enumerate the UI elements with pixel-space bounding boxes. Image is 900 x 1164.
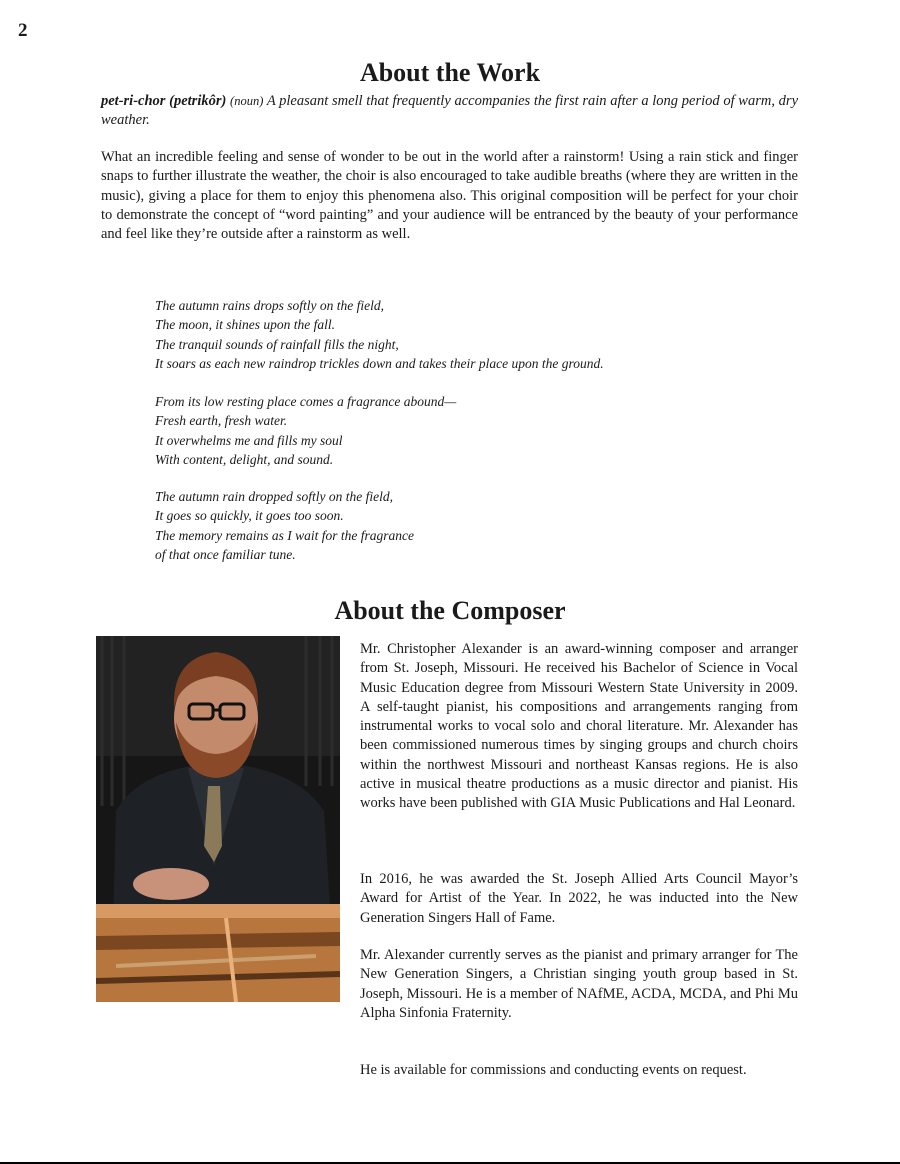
- petrichor-definition: [101, 92, 798, 130]
- work-description: What an incredible feeling and sense of wonder to be out in the world after a rainstorm! Using a rain stick and finger snaps to further illustrate the weather, the choir is also encouraged to take audible breaths (where they are written in the music), giving a place for them to enjoy this phenomena also. This original composition will be perfect for your choir to demonstrate the concept of “word painting” and your audience will be entranced by the beauty of your performance and feel like they’re outside after a rainstorm as well.: [101, 149, 798, 243]
- composer-photo: [96, 636, 340, 1002]
- poem-stanza: [155, 296, 755, 373]
- poem-line: It goes so quickly, it goes too soon.: [155, 508, 344, 524]
- about-the-work-heading: About the Work: [359, 58, 541, 87]
- poem-line: Fresh earth, fresh water.: [155, 413, 288, 429]
- bio-paragraph: Mr. Christopher Alexander is an award-winning composer and arranger from St. Joseph, Missouri. He received his Bachelor of Science in Vocal Music Education degree from Missouri Western State University in 2009. A self-taught pianist, his compositions and arrangements ranging from instrumental works to vocal solo and choral literature. Mr. Alexander has been commissioned numerous times by singing groups and church choirs within the northwest Missouri and northeast Kansas regions. He is also active in musical theatre productions as a music director and pianist. His works have been published with GIA Music Publications and Hal Leonard.: [360, 641, 798, 812]
- bio-paragraph: He is available for commissions and conducting events on request.: [360, 1062, 747, 1078]
- poem-line: The tranquil sounds of rainfall fills the night,: [155, 336, 399, 352]
- poem-line: of that once familiar tune.: [155, 546, 296, 562]
- about-the-composer-heading: About the Composer: [334, 596, 566, 625]
- bio-paragraph: Mr. Alexander currently serves as the pianist and primary arranger for The New Generation Singers, a Christian singing youth group based in St. Joseph, Missouri. He is a member of NAfME, ACDA, MCDA, and Phi Mu Alpha Sinfonia Fraternity.: [360, 947, 798, 1021]
- poem-stanza: [155, 392, 755, 469]
- page-number: 2: [18, 20, 28, 41]
- poem-line: The memory remains as I wait for the fragrance: [155, 527, 414, 543]
- definition-part-of-speech: (noun): [230, 94, 264, 108]
- poem-line: From its low resting place comes a fragrance abound—: [155, 394, 457, 409]
- poem-line: The moon, it shines upon the fall.: [155, 317, 335, 333]
- poem-line: The autumn rain dropped softly on the field,: [155, 489, 393, 504]
- poem-line: It overwhelms me and fills my soul: [155, 432, 343, 448]
- poem-line: The autumn rains drops softly on the field,: [155, 298, 384, 313]
- poem-stanza: [155, 487, 755, 564]
- bio-paragraph: In 2016, he was awarded the St. Joseph Allied Arts Council Mayor’s Award for Artist of the Year. In 2022, he was inducted into the New Generation Singers Hall of Fame.: [360, 871, 798, 926]
- definition-text: A pleasant smell that frequently accompanies the first rain after a long period of warm, dry weather.: [101, 93, 798, 128]
- definition-term: pet-ri-chor (petrikôr): [101, 93, 227, 109]
- poem-line: It soars as each new raindrop trickles down and takes their place upon the ground.: [155, 355, 604, 371]
- poem-line: With content, delight, and sound.: [155, 451, 334, 467]
